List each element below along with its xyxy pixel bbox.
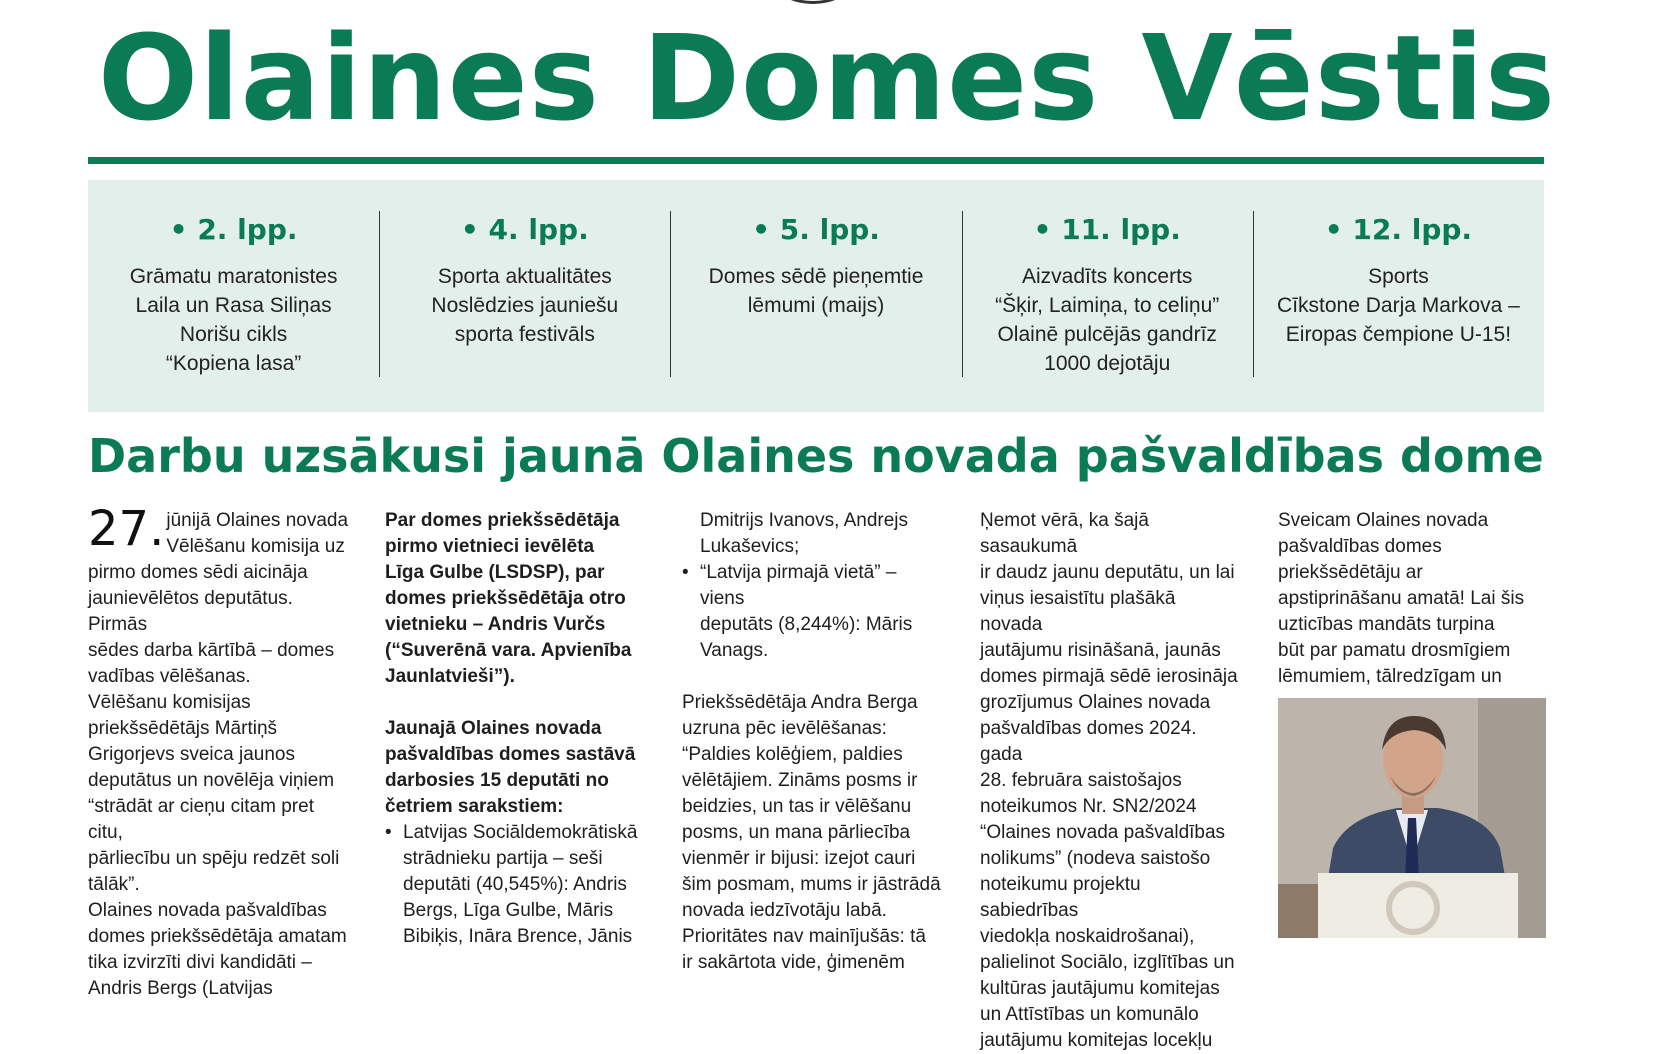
bullet-line: strādnieku partija – seši [403,848,603,869]
text-line: 28. februāra saistošajos [980,770,1182,791]
text-line: vēlētājiem. Zināms posms ir [682,770,918,791]
text-line: posms, un mana pārliecība [682,822,911,843]
toc-line: 1000 dejotāju [1044,352,1171,375]
toc-line: sporta festivāls [454,323,595,346]
toc-line: Noslēdzies jauniešu [431,294,619,317]
text-line: jūnijā Olaines novada [166,510,349,531]
text-line: pirmo vietnieci ievēlēta [385,536,595,557]
toc-line: Aizvadīts koncerts [1022,265,1193,288]
text-line: Priekšsēdētāja Andra Berga [682,692,918,713]
text-line: domes priekšsēdētāja otro [385,588,626,609]
text-line: “strādāt ar cieņu citam pret citu, [88,796,314,843]
article-column-5 [1278,508,1540,690]
contents-box [88,180,1544,412]
bullet-line: Lukaševics; [700,536,800,557]
text-line: apstiprināšanu amatā! Lai šis [1278,588,1525,609]
toc-item[interactable] [88,180,379,412]
text-line: lēmumiem, tālredzīgam un [1278,666,1502,687]
bullet-line: Bibiķis, Ināra Brence, Jānis [403,926,633,947]
text-line: vietnieku – Andris Vurčs [385,614,606,635]
text-line: pašvaldības domes 2024. gada [980,718,1197,765]
toc-page-number: • 2. lpp. [169,213,298,246]
text-line: Olaines novada pašvaldības [88,900,327,921]
text-line: Sveicam Olaines novada [1278,510,1489,531]
toc-line: lēmumi (maijs) [747,294,885,317]
text-line: pārliecību un spēju redzēt soli [88,848,340,869]
masthead-rule [88,157,1544,164]
text-line: Līga Gulbe (LSDSP), par [385,562,605,583]
article-column-1 [88,501,350,1002]
article-column-3 [682,508,944,976]
bullet-line: Bergs, Līga Gulbe, Māris [403,900,614,921]
text-line: vienmēr ir bijusi: izejot cauri [682,848,916,869]
text-line: “Olaines novada pašvaldības [980,822,1226,843]
text-line: pašvaldības domes sastāvā [385,744,636,765]
text-line: darbosies 15 deputāti no [385,770,609,791]
toc-line: “Šķir, Laimiņa, to celiņu” [995,294,1220,317]
bullet-line: • “Latvija pirmajā vietā” – viens [682,560,944,612]
toc-page-number: • 5. lpp. [752,213,880,246]
logo-emblem-icon [777,0,849,4]
text-line: novada iedzīvotāju labā. [682,900,887,921]
article-column-4 [980,508,1242,1054]
bullet-line: Vanags. [700,640,769,661]
toc-line: Domes sēdē pieņemtie [708,265,924,288]
text-line: Andris Bergs (Latvijas [88,978,273,999]
text-line: nolikums” (nodeva saistošo [980,848,1211,869]
text-line: Jaunlatvieši”). [385,666,515,687]
text-line: vadības vēlēšanas. [88,666,251,687]
text-line: ir daudz jaunu deputātu, un lai [980,562,1235,583]
text-line: Prioritātes nav mainījušās: tā [682,926,926,947]
text-line: deputātus un novēlēja viņiem [88,770,335,791]
toc-page-number: • 11. lpp. [1033,213,1181,246]
text-line: Vēlēšanu komisijas [88,692,251,713]
text-line: Par domes priekšsēdētāja [385,510,620,531]
text-line: ir sakārtota vide, ģimenēm [682,952,905,973]
bullet-line: deputāts (8,244%): Māris [700,614,913,635]
text-line: uzticības mandāts turpina [1278,614,1495,635]
bullet-line: • Latvijas Sociāldemokrātiskā [385,820,647,846]
toc-line: Eiropas čempione U-15! [1285,323,1512,346]
toc-line: Cīkstone Darja Markova – [1277,294,1520,317]
text-line: jaunievēlētos deputātus. Pirmās [88,588,293,635]
text-line: Vēlēšanu komisija uz [166,536,345,557]
text-line: jautājumu risināšanā, jaunās [980,640,1221,661]
text-line: Grigorjevs sveica jaunos [88,744,295,765]
text-line: būt par pamatu drosmīgiem [1278,640,1511,661]
text-line: noteikumu projektu sabiedrības [980,874,1141,921]
toc-item[interactable] [962,180,1253,412]
text-line: viedokļa noskaidrošanai), [980,926,1195,947]
text-line: četriem sarakstiem: [385,796,564,817]
toc-line: Olainē pulcējās gandrīz [997,323,1217,346]
text-line: uzruna pēc ievēlēšanas: [682,718,887,739]
toc-page-number: • 12. lpp. [1324,213,1473,246]
article-column-2 [385,508,647,950]
text-line: grozījumus Olaines novada [980,692,1211,713]
text-line: pirmo domes sēdi aicināja [88,562,308,583]
masthead-title: Olaines Domes Vēstis [97,9,1557,147]
text-line: priekšsēdētāju ar [1278,562,1423,583]
chairman-portrait-icon [1278,698,1546,938]
bullet-line: deputāti (40,545%): Andris [403,874,627,895]
text-line: kultūras jautājumu komitejas [980,978,1220,999]
toc-line: Laila un Rasa Siliņas [135,294,332,317]
text-line: un Attīstības un komunālo [980,1004,1199,1025]
chairman-photo [1278,698,1546,938]
text-line: beidzies, un tas ir vēlēšanu [682,796,912,817]
text-line: “Paldies kolēģiem, paldies [682,744,903,765]
text-line: tālāk”. [88,874,140,895]
text-line: sēdes darba kārtībā – domes [88,640,335,661]
drop-cap: 27. [88,501,165,557]
text-line: pašvaldības domes [1278,536,1442,557]
text-line: palielinot Sociālo, izglītības un [980,952,1235,973]
toc-line: “Kopiena lasa” [165,352,302,375]
toc-line: Grāmatu maratonistes [129,265,338,288]
bullet-line: Dmitrijs Ivanovs, Andrejs [700,510,909,531]
toc-item[interactable] [379,180,670,412]
text-line: jautājumu komitejas locekļu [980,1030,1213,1051]
text-line: priekšsēdētājs Mārtiņš [88,718,278,739]
article-headline: Darbu uzsākusi jaunā Olaines novada pašvaldības dome [88,429,1544,483]
text-line: tika izvirzīti divi kandidāti – [88,952,312,973]
toc-line: Norišu cikls [179,323,288,346]
toc-page-number: • 4. lpp. [460,213,589,246]
text-line: Ņemot vērā, ka šajā sasaukumā [980,510,1149,557]
text-line: Jaunajā Olaines novada [385,718,602,739]
text-line: domes priekšsēdētāja amatam [88,926,347,947]
toc-item[interactable] [670,180,961,412]
text-line: šim posmam, mums ir jāstrādā [682,874,941,895]
toc-line: Sporta aktualitātes [437,265,612,288]
toc-line: Sports [1368,265,1429,288]
text-line: domes pirmajā sēdē ierosināja [980,666,1238,687]
text-line: noteikumos Nr. SN2/2024 [980,796,1197,817]
toc-item[interactable] [1253,180,1544,412]
text-line: (“Suverēnā vara. Apvienība [385,640,632,661]
text-line: viņus iesaistītu plašākā novada [980,588,1176,635]
